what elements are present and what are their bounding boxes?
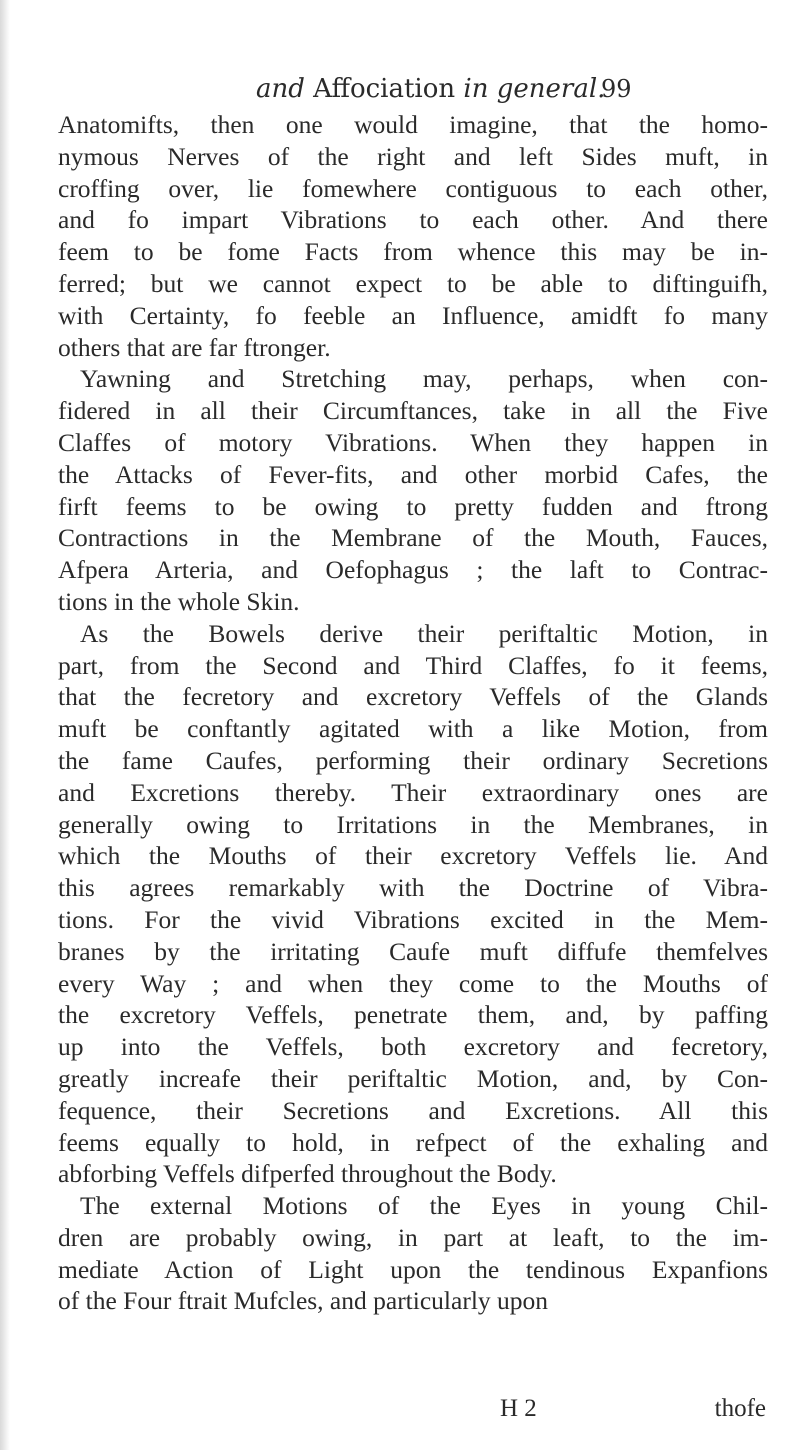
page-number: 99	[601, 75, 632, 103]
text-line: the excretory Veffels, penetrate them, and, by paffing	[58, 1000, 768, 1030]
page-binding-edge	[0, 0, 10, 1450]
text-line: of the Four ftrait Mufcles, and particularly upon	[58, 1286, 549, 1316]
text-line: branes by the irritating Caufe muft diffufe themfelves	[58, 936, 768, 966]
text-line: ferred; but we cannot expect to be able to diftinguifh,	[58, 268, 768, 298]
text-line: greatly increafe their periftaltic Motion, and, by Con-	[58, 1063, 768, 1093]
text-line: that the fecretory and excretory Veffels of the Glands	[58, 682, 768, 712]
text-line: part, from the Second and Third Claffes, fo it feems,	[58, 650, 768, 680]
text-line: croffing over, lie fomewhere contiguous to each other,	[58, 173, 768, 203]
text-line: the Attacks of Fever-fits, and other morbid Cafes, the	[58, 459, 768, 489]
text-line: Anatomifts, then one would imagine, that the homo-	[58, 110, 768, 139]
text-line: others that are far ftronger.	[58, 332, 331, 362]
text-line: generally owing to Irritations in the Membranes, in	[58, 809, 768, 839]
text-line: the fame Caufes, performing their ordinary Secretions	[58, 745, 768, 775]
text-line: fequence, their Secretions and Excretions. All this	[58, 1095, 768, 1125]
text-line: mediate Action of Light upon the tendinous Expanfions	[58, 1254, 768, 1284]
text-line: with Certainty, fo feeble an Influence, amidft fo many	[58, 300, 768, 330]
text-line: Afpera Arteria, and Oefophagus ; the laft to Contrac-	[58, 555, 768, 585]
text-line: Contractions in the Membrane of the Mouth, Fauces,	[58, 523, 768, 553]
header-italic-suffix: in general.	[463, 74, 606, 104]
text-line: Claffes of motory Vibrations. When they happen in	[58, 427, 768, 457]
text-line: dren are probably owing, in part at leaft, to the im-	[58, 1222, 768, 1252]
text-line: tions. For the vivid Vibrations excited in the Mem-	[58, 904, 768, 934]
text-line: fidered in all their Circumftances, take in all the Five	[58, 396, 768, 426]
text-line: up into the Veffels, both excretory and fecretory,	[58, 1032, 768, 1062]
text-line: which the Mouths of their excretory Veffels lie. And	[58, 841, 768, 871]
text-line: muft be conftantly agitated with a like Motion, from	[58, 714, 768, 744]
text-line: feems equally to hold, in refpect of the exhaling and	[58, 1127, 768, 1157]
text-line: nymous Nerves of the right and left Sides muft, in	[58, 141, 768, 171]
page-footer	[58, 1395, 768, 1427]
running-header	[256, 74, 632, 104]
catchword: thofe	[714, 1395, 766, 1422]
text-line: The external Motions of the Eyes in young Chil-	[80, 1191, 768, 1221]
text-line: and fo impart Vibrations to each other. And there	[58, 205, 768, 235]
text-line: every Way ; and when they come to the Mouths of	[58, 968, 768, 998]
text-line: Yawning and Stretching may, perhaps, when con-	[80, 364, 768, 394]
text-line: feem to be fome Facts from whence this may be in-	[58, 237, 768, 267]
header-italic-prefix: and	[256, 74, 305, 104]
body-text	[58, 109, 768, 1317]
text-line: firft feems to be owing to pretty fudden and ftrong	[58, 491, 768, 521]
text-line: As the Bowels derive their periftaltic Motion, in	[80, 618, 768, 648]
text-line: this agrees remarkably with the Doctrine of Vibra-	[58, 873, 768, 903]
signature-mark: H 2	[500, 1395, 537, 1422]
text-line: tions in the whole Skin.	[58, 586, 300, 616]
header-title-word: Affociation	[313, 74, 456, 104]
text-line: abforbing Veffels difperfed throughout the Body.	[58, 1159, 557, 1189]
text-line: and Excretions thereby. Their extraordinary ones are	[58, 777, 768, 807]
